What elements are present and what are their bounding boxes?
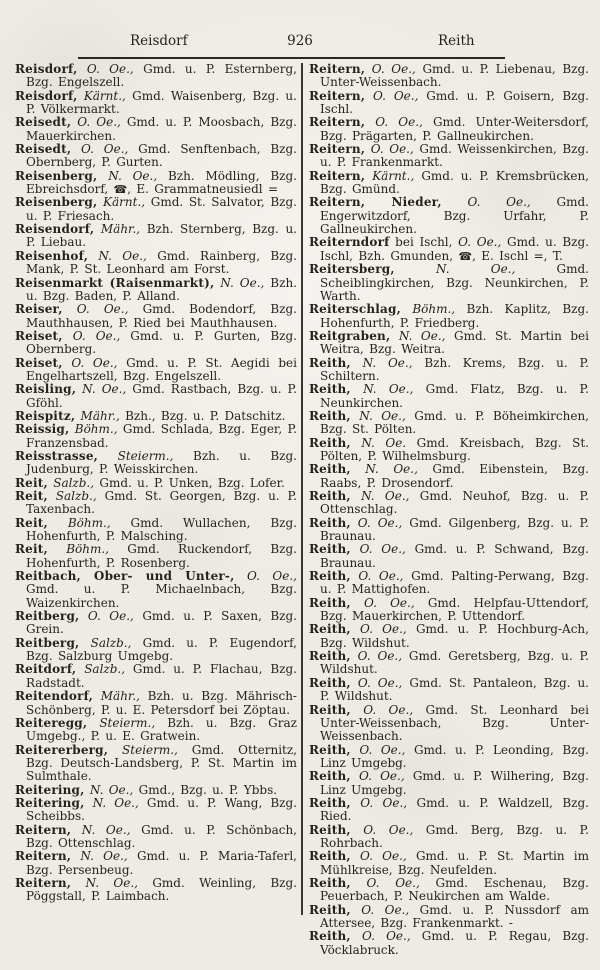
entry-region: N. Oe., [98,248,147,263]
entry-place-name: Reith, [309,408,351,423]
entry-place-name: Reith, [309,462,351,477]
entry-region: O. Oe., [86,62,134,76]
entry-place-name: Reisenberg, [15,195,98,210]
entry-place-name: Reitern, [15,849,72,864]
entry-details: Gmd. u. P. Waldzell, Bzg. Ried. [320,795,589,824]
entry-details: Gmd. Helpfau-Uttendorf, Bzg. Mauerkirchen, P. Uttendorf. [320,595,589,624]
entry-place-name: Reisenberg, [15,168,98,183]
entry-place-name: Reitern, [309,168,366,183]
gazetteer-entry [309,330,589,357]
entry-place-name: Reith, [309,542,351,557]
entry-place-name: Reiterndorf [309,235,390,250]
entry-place-name: Reith, [309,355,351,370]
entry-region: O. Oe., [360,622,407,637]
gazetteer-entry [309,650,589,677]
entry-details: Gmd. u. P. Maria-Taferl, Bzg. Persenbeug. [26,849,297,877]
gazetteer-entry [15,410,297,423]
entry-place-name: Reith, [309,569,351,584]
header-rule [78,57,505,59]
entry-place-name: Reisenhof, [15,248,89,263]
entry-region: O. Oe., [359,542,406,557]
gazetteer-entry [15,423,297,450]
gazetteer-entry [15,170,297,197]
entry-region: O. Oe., [363,702,414,717]
entry-place-name: Reitern, [309,62,366,76]
gazetteer-entry [309,196,589,236]
entry-region: Steierm., [117,448,174,463]
entry-region: O. Oe., [361,929,411,944]
entry-region: Kärnt., [83,88,126,103]
entry-place-name: Reisenmarkt (Raisenmarkt), [15,275,215,290]
gazetteer-entry [309,90,589,117]
gazetteer-entry [15,824,297,851]
entry-place-name: Reith, [309,515,351,530]
entry-details: Gmd. Ruckendorf, Bzg. Hohenfurth, P. Rosenberg. [26,542,297,570]
entry-place-name: Reitern, [15,822,72,837]
gazetteer-entry [309,877,589,904]
entry-region: N. Oe., [359,408,406,423]
entry-details: Gmd. u. P. Leonding, Bzg. Linz Umgebg. [320,742,589,770]
gazetteer-entry [309,437,589,464]
gazetteer-entry [15,877,297,904]
gazetteer-entry [15,277,297,304]
entry-region: O. Oe., [371,62,416,76]
gazetteer-entry [15,717,297,744]
entry-details: Gmd. u. P. Moosbach, Bzg. Mauerkirchen. [26,115,297,143]
entry-place-name: Reitgraben, [309,328,391,343]
entry-place-name: Reith, [309,622,351,637]
entry-place-name: Reit, [15,515,48,530]
entry-region: O. Oe., [370,142,414,157]
entry-details: Gmd. u. P. Flachau, Bzg. Radstadt. [26,662,297,690]
gazetteer-entry [309,850,589,877]
entry-place-name: Reith, [309,742,351,757]
gazetteer-entry [309,543,589,570]
gazetteer-entry [15,223,297,250]
entry-details: Gmd. Flatz, Bzg. u. P. Neunkirchen. [320,382,589,410]
entry-details: Gmd. Unter-Weitersdorf, Bzg. Prägarten, P. Gallneukirchen. [320,115,589,143]
entry-place-name: Reitersberg, [309,262,395,277]
entry-region: Kärnt., [372,168,415,183]
entry-details: Gmd. u. P. Nussdorf am Attersee, Bzg. Frankenmarkt. - [320,902,589,930]
entry-place-name: Reisling, [15,382,77,397]
entry-details: Gmd. u. P. Michaelnbach, Bzg. Waizenkirchen. [26,582,297,610]
entry-place-name: Reissig, [15,422,70,437]
entry-details: Gmd. St. Salvator, Bzg. u. P. Friesach. [26,195,297,223]
entry-place-name: Reit, [15,542,48,557]
gazetteer-entry [309,623,589,650]
entry-place-name: Reith, [309,489,351,503]
entry-place-name: Reith, [309,902,351,917]
gazetteer-entry [15,383,297,410]
entry-region: Salzb., [53,475,95,490]
entry-region: Salzb., [55,489,97,503]
gazetteer-entry [309,263,589,303]
entry-place-name: Reiset, [15,355,63,370]
entry-region: O. Oe., [81,142,129,157]
entry-details: Gmd. Otternitz, Bzg. Deutsch-Landsberg, P. St. Martin im Sulmthale. [26,742,297,784]
gazetteer-entry [309,357,589,384]
entry-region: O. Oe., [375,115,423,130]
entry-region: N. Oe., [365,462,418,477]
entry-region: Böhm., [412,302,456,317]
gazetteer-entry [15,490,297,517]
entry-region: N. Oe. [361,435,407,450]
entry-region: N. Oe., [398,328,446,343]
entry-region: O. Oe., [467,195,531,210]
entry-details: Gmd. u. P. Unken, Bzg. Lofer. [99,475,285,490]
entry-region: Salzb., [84,662,126,677]
entry-details: Gmd. Kreisbach, Bzg. St. Pölten, P. Wilhelmsburg. [320,435,589,463]
entry-details: Bzh. Sternberg, Bzg. u. P. Liebau. [26,222,297,250]
entry-region: O. Oe., [76,302,129,317]
entry-region: O. Oe., [357,649,403,664]
entry-place-name: Reitberg, [15,609,80,624]
entry-details: Gmd. Eibenstein, Bzg. Raabs, P. Drosendorf. [320,462,589,490]
entry-place-name: Reith, [309,822,351,837]
entry-details: Gmd. Engerwitzdorf, Bzg. Urfahr, P. Gallneukirchen. [320,195,589,237]
entry-place-name: Reiser, [15,302,63,317]
entry-details: Gmd. Rainberg, Bzg. Mank, P. St. Leonhard am Forst. [26,248,297,277]
entry-region: N. Oe., [92,795,139,810]
entry-place-name: Reitern, Nieder, [309,195,442,210]
entry-details: Gmd. u. Bzg. Ischl, Bzh. Gmunden, ☎, E. Ischl =, T. [320,235,589,263]
entry-details: Bzh. u. Bzg. Mährisch-Schönberg, P. u. E. Petersdorf bei Zöptau. [26,689,297,717]
entry-place-name: Reith, [309,875,351,890]
header-right-title: Reith [438,33,475,49]
gazetteer-entry [309,143,589,170]
entry-place-name: Reith, [309,929,351,944]
entry-place-name: Reisendorf, [15,222,95,237]
entry-details: Bzh. Krems, Bzg. u. P. Schiltern. [320,355,589,383]
gazetteer-entry [309,597,589,624]
entry-details: Gmd. Palting-Perwang, Bzg. u. P. Mattighofen. [320,569,589,597]
gazetteer-entry [15,63,297,90]
gazetteer-entry [15,450,297,477]
entry-place-name: Reit, [15,489,48,503]
entry-name-suffix: bei Ischl, [395,235,459,250]
gazetteer-entry [309,824,589,851]
entry-details: Gmd. u. P. Schönbach, Bzg. Ottenschlag. [26,822,297,850]
entry-details: Gmd. Wullachen, Bzg. Hohenfurth, P. Malsching. [26,515,297,544]
gazetteer-entry [309,383,589,410]
entry-details: Gmd. Weinling, Bzg. Pöggstall, P. Laimbach. [26,875,297,904]
gazetteer-entry [15,610,297,637]
entry-details: Gmd. u. P. Eugendorf, Bzg. Salzburg Umgebg. [26,635,297,664]
entry-details: Gmd. u. P. St. Aegidi bei Engelhartszell, Bzg. Engelszell. [26,355,297,383]
entry-place-name: Reith, [309,435,351,450]
entry-region: Steierm., [122,742,178,757]
entry-details: Gmd. u. P. Wang, Bzg. Scheibbs. [26,795,297,824]
entry-place-name: Reiset, [15,328,63,343]
gazetteer-entry [309,236,589,263]
entry-place-name: Reisdorf, [15,88,78,103]
entry-details: Gmd. u. P. Liebenau, Bzg. Unter-Weissenbach. [320,62,589,90]
entry-details: Gmd. Rastbach, Bzg. u. P. Gföhl. [26,382,297,410]
gazetteer-entry [309,116,589,143]
gazetteer-entry [15,477,297,490]
gazetteer-entry [309,463,589,490]
gazetteer-entry [309,570,589,597]
entry-region: O. Oe., [363,822,414,837]
entry-details: Gmd. u. P. Kremsbrücken, Bzg. Gmünd. [320,168,589,197]
entry-details: Gmd. Eschenau, Bzg. Peuerbach, P. Neukirchen am Walde. [320,875,589,904]
entry-region: O. Oe., [360,795,408,810]
entry-place-name: Reith, [309,702,351,717]
entry-place-name: Reit, [15,475,48,490]
entry-place-name: Reisedt, [15,142,72,157]
entry-details: Gmd., Bzg. u. P. Ybbs. [138,782,278,797]
entry-region: O. Oe., [358,569,404,584]
entry-place-name: Reitern, [309,88,366,103]
entry-details: Bzh. u. Bzg. Judenburg, P. Weisskirchen. [26,448,297,477]
gazetteer-entry [309,517,589,544]
entry-place-name: Reith, [309,595,351,610]
entry-place-name: Reitdorf, [15,662,77,677]
entry-region: N. Oe., [220,275,265,290]
entry-region: N. Oe., [85,875,138,890]
entry-details: Gmd. Gilgenberg, Bzg. u. P. Braunau. [320,515,589,544]
entry-place-name: Reitererberg, [15,742,109,757]
gazetteer-entry [309,170,589,197]
entry-region: O. Oe., [357,675,403,690]
entry-region: Böhm., [67,515,111,530]
entry-region: N. Oe., [108,168,158,183]
gazetteer-entry [15,663,297,690]
entry-region: N. Oe., [435,262,516,277]
entry-region: N. Oe., [362,355,413,370]
column-right [309,63,589,957]
gazetteer-entry [15,690,297,717]
entry-region: O. Oe., [77,115,121,130]
entry-place-name: Reiteregg, [15,715,88,730]
gazetteer-entry [309,63,589,90]
entry-details: Gmd. St. Leonhard bei Unter-Weissenbach, Bzg. Unter-Weissenbach. [320,702,589,744]
entry-place-name: Reiterschlag, [309,302,401,317]
entry-place-name: Reitendorf, [15,689,94,704]
entry-region: O. Oe., [357,515,403,530]
entry-region: O. Oe., [366,875,420,890]
entry-details: Gmd. Berg, Bzg. u. P. Rohrbach. [320,822,589,850]
column-left [15,63,297,904]
entry-details: Gmd. St. Georgen, Bzg. u. P. Taxenbach. [26,489,297,517]
entry-place-name: Reith, [309,795,351,810]
entry-region: Steierm., [99,715,156,730]
entry-region: N. Oe., [82,382,127,397]
telegraph-icon: ☎ [458,249,473,263]
entry-details: Gmd. Neuhof, Bzg. u. P. Ottenschlag. [320,489,589,517]
entry-place-name: Reith, [309,675,351,690]
entry-region: N. Oe., [363,382,414,397]
entry-region: N. Oe., [361,489,410,503]
entry-region: N. Oe., [81,822,131,837]
entry-place-name: Reith, [309,649,351,664]
entry-details: Gmd. Waisenberg, Bzg. u. P. Völkermarkt. [26,88,297,117]
entry-region: O. Oe., [72,328,121,343]
entry-details: Gmd. Bodendorf, Bzg. Mauthhausen, P. Ried bei Mauthhausen. [26,302,297,330]
entry-details: Gmd. St. Pantaleon, Bzg. u. P. Wildshut. [320,675,589,704]
telegraph-icon: ☎ [113,183,128,197]
gazetteer-entry [15,330,297,357]
entry-region: O. Oe., [358,769,405,784]
entry-region: O. Oe., [359,742,406,757]
gazetteer-entry [15,303,297,330]
entry-region: O. Oe., [87,609,134,624]
gazetteer-entry [15,143,297,170]
entry-details: Gmd. Senftenbach, Bzg. Obernberg, P. Gurten. [26,142,297,170]
gazetteer-entry [15,784,297,797]
gazetteer-entry [309,744,589,771]
entry-region: O. Oe., [71,355,118,370]
gazetteer-entry [309,904,589,931]
entry-place-name: Reisstrasse, [15,448,99,463]
entry-region: O. Oe., [363,595,415,610]
entry-place-name: Reith, [309,849,351,864]
gazetteer-entry [15,744,297,784]
gazetteer-entry [309,677,589,704]
entry-place-name: Reispitz, [15,408,76,423]
gazetteer-entry [309,490,589,517]
entry-details: Gmd. St. Martin bei Weitra, Bzg. Weitra. [320,328,589,357]
entry-region: O. Oe., [373,88,419,103]
entry-details: Bzh., Bzg. u. P. Datschitz. [125,408,286,423]
header-left-title: Reisdorf [130,33,188,49]
column-divider [301,63,303,915]
entry-details: Gmd. u. P. Esternberg, Bzg. Engelszell. [26,62,297,90]
entry-details: Gmd. u. P. Böheimkirchen, Bzg. St. Pölten. [320,408,589,437]
gazetteer-entry [15,517,297,544]
entry-region: N. Oe., [89,782,134,797]
gazetteer-entry [15,250,297,277]
gazetteer-entry [15,357,297,384]
entry-place-name: Reith, [309,769,351,784]
entry-region: Böhm., [66,542,109,557]
entry-region: Mähr., [100,222,141,237]
entry-details: Bzh. u. Bzg. Graz Umgebg., P. u. E. Gratwein. [26,715,297,744]
entry-details: Bzh. Mödling, Bzg. Ebreichsdorf, ☎, E. Grammatneusiedl = [26,168,297,197]
gazetteer-entry [309,303,589,330]
entry-details: Gmd. Geretsberg, Bzg. u. P. Wildshut. [320,649,589,677]
page-number: 926 [287,33,313,49]
entry-region: Kärnt., [103,195,146,210]
entry-place-name: Reitberg, [15,635,80,650]
entry-region: O. Oe., [361,902,410,917]
entry-region: Salzb., [90,635,132,650]
gazetteer-entry [15,90,297,117]
entry-region: O. Oe., [246,569,297,584]
entry-place-name: Reisdorf, [15,62,78,76]
entry-details: Gmd. u. P. Regau, Bzg. Vöcklabruck. [320,929,589,957]
gazetteer-entry [15,570,297,610]
entry-place-name: Reitering, [15,782,85,797]
entry-region: Böhm., [74,422,118,437]
entry-details: Gmd. u. P. Hochburg-Ach, Bzg. Wildshut. [320,622,589,650]
gazetteer-entry [15,797,297,824]
gazetteer-entry [309,770,589,797]
entry-details: Gmd. Schlada, Bzg. Eger, P. Franzensbad. [26,422,297,450]
entry-details: Gmd. Scheiblingkirchen, Bzg. Neunkirchen, P. Warth. [320,262,589,303]
entry-region: Mähr., [80,408,120,423]
entry-region: N. Oe., [80,849,128,864]
entry-details: Gmd. u. P. Gurten, Bzg. Obernberg. [26,328,297,357]
entry-details: Gmd. u. P. Saxen, Bzg. Grein. [26,609,297,637]
gazetteer-entry [15,543,297,570]
entry-details: Gmd. u. P. St. Martin im Mühlkreise, Bzg. Neufelden. [320,849,589,877]
entry-place-name: Reitering, [15,795,85,810]
gazetteer-entry [309,410,589,437]
entry-place-name: Reisedt, [15,115,72,130]
gazetteer-entry [15,116,297,143]
entry-details: Bzh. u. Bzg. Baden, P. Alland. [26,275,297,303]
gazetteer-entry [15,637,297,664]
entry-details: Gmd. u. P. Wilhering, Bzg. Linz Umgebg. [320,769,589,797]
entry-place-name: Reitern, [309,115,366,130]
entry-details: Bzh. Kaplitz, Bzg. Hohenfurth, P. Friedberg. [320,302,589,330]
entry-details: Gmd. Weissenkirchen, Bzg. u. P. Frankenmarkt. [320,142,589,170]
entry-place-name: Reitbach, Ober- und Unter-, [15,569,235,584]
entry-region: O. Oe., [360,849,407,864]
gazetteer-entry [309,797,589,824]
page-header [0,33,600,51]
entry-place-name: Reith, [309,382,351,397]
entry-details: Gmd. u. P. Goisern, Bzg. Ischl. [320,88,589,117]
entry-region: Mähr., [100,689,140,704]
entry-place-name: Reitern, [15,875,72,890]
entry-details: Gmd. u. P. Schwand, Bzg. Braunau. [320,542,589,570]
gazetteer-entry [15,196,297,223]
entry-region: O. Oe., [458,235,502,250]
gazetteer-entry [309,704,589,744]
gazetteer-entry [15,850,297,877]
gazetteer-entry [309,930,589,957]
entry-place-name: Reitern, [309,142,366,157]
